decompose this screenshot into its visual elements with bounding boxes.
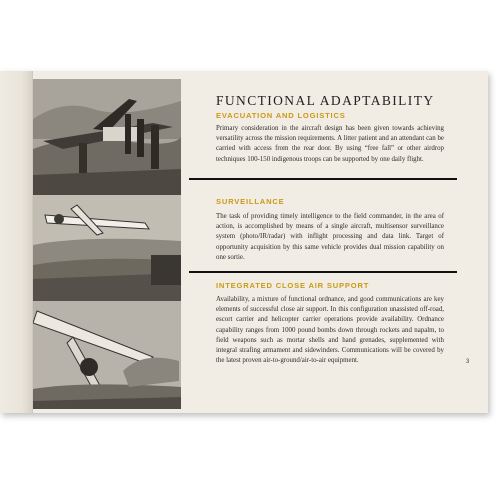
section-body-close-air-support: Availability, a mixture of functional ordnance, and good communications are key elements of successful close air support. In this configuration unassisted off-road, escort carrier and helicopter carrier operations provide availability. Ordnance capability ranges from 1000 pound bombs down through rockets and napalm, to field weapons such as mortar shells and hand grenades, supplemented with integral strafing armament and sidewinders. Communications will be covered by the latest proven air-to-ground/air-to-air equipment. [216,296,444,365]
section-heading-surveillance: SURVEILLANCE [216,197,285,206]
surveillance-illustration [33,195,181,301]
booklet-spread [0,71,488,413]
page-title: FUNCTIONAL ADAPTABILITY [216,93,435,108]
section-heading-close-air-support: INTEGRATED CLOSE AIR SUPPORT [216,281,370,290]
page-number: 3 [466,359,470,365]
text-column [189,71,457,413]
section-divider [189,271,457,273]
evacuation-illustration [33,79,181,195]
illustration-column [33,79,181,409]
section-divider [189,178,457,180]
section-body-surveillance: The task of providing timely intelligence to the field commander, in the area of action, is accomplished by means of a single aircraft, multisensor surveillance system (photo/IR/radar) with inflight processing and data link. Target of opportunity acquisition by this same vehicle provides dual mission capability on one sortie. [216,213,444,261]
previous-page-edge [0,71,33,413]
section-heading-evacuation: EVACUATION AND LOGISTICS [216,111,346,120]
section-body-evacuation: Primary consideration in the aircraft design has been given towards achieving versatility across the mission requirements. A litter patient and an attendant can be carried with access from the rear door. By using “free fall” or other airdrop techniques 100-150 indigenous troops can be supported by one daily flight. [216,125,444,163]
close-air-support-illustration [33,301,181,409]
